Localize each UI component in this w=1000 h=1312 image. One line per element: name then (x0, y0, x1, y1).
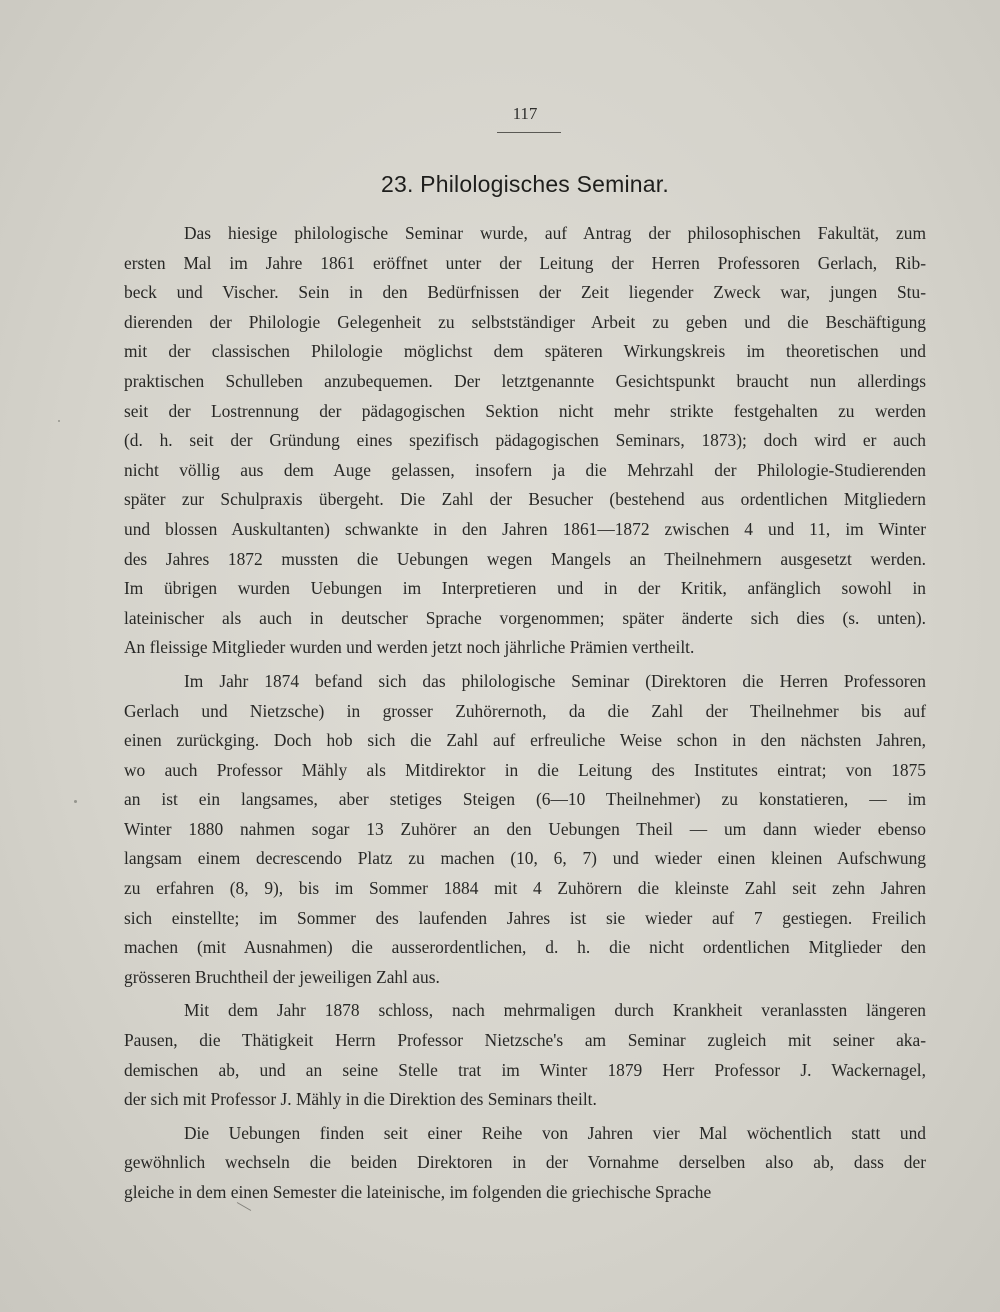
paper-speck (58, 420, 60, 422)
text-line: einen zurückging. Doch hob sich die Zahl auf erfreuliche Weise schon in den nächsten Jahren, (124, 730, 926, 751)
paragraph (124, 219, 926, 663)
text-line: Im übrigen wurden Uebungen im Interpretieren und in der Kritik, anfänglich sowohl in (124, 578, 926, 599)
body-text (124, 219, 926, 1208)
text-line: nicht völlig aus dem Auge gelassen, insofern ja die Mehrzahl der Philologie-Studierenden (124, 459, 926, 480)
paragraph (124, 667, 926, 993)
text-line: beck und Vischer. Sein in den Bedürfnissen der Zeit liegender Zweck war, jungen Stu- (124, 282, 926, 303)
paragraph (124, 1119, 926, 1208)
text-line: dierenden der Philologie Gelegenheit zu selbstständiger Arbeit zu geben und die Beschäftigung (124, 311, 926, 332)
text-line: ersten Mal im Jahre 1861 eröffnet unter der Leitung der Herren Professoren Gerlach, Rib- (124, 252, 926, 273)
text-line: Das hiesige philologische Seminar wurde, auf Antrag der philosophischen Fakultät, zum (184, 223, 926, 243)
text-line: der sich mit Professor J. Mähly in die Direktion des Seminars theilt. (124, 1089, 597, 1110)
page-number: 117 (512, 104, 538, 123)
text-line: später zur Schulpraxis übergeht. Die Zahl der Besucher (bestehend aus ordentlichen Mitgliedern (124, 489, 926, 510)
text-line: Mit dem Jahr 1878 schloss, nach mehrmaligen durch Krankheit veranlassten längeren (184, 1000, 926, 1021)
section-title: 23. Philologisches Seminar. (381, 171, 669, 197)
text-line: lateinischer als auch in deutscher Sprache vorgenommen; später änderte sich dies (s. unten). (124, 607, 926, 628)
text-line: mit der classischen Philologie möglichst dem späteren Wirkungskreis im theoretischen und (124, 341, 926, 362)
page-number-rule (497, 132, 561, 133)
text-line: Die Uebungen finden seit einer Reihe von Jahren vier Mal wöchentlich statt und (184, 1122, 926, 1143)
text-line: Gerlach und Nietzsche) in grosser Zuhörernoth, da die Zahl der Theilnehmer bis auf (124, 700, 926, 721)
paper-speck (74, 800, 77, 803)
paragraph (124, 996, 926, 1114)
text-line: Im Jahr 1874 befand sich das philologische Seminar (Direktoren die Herren Professoren (184, 670, 926, 691)
text-line: langsam einem decrescendo Platz zu machen (10, 6, 7) und wieder einen kleinen Aufschwung (124, 848, 926, 869)
text-line: zu erfahren (8, 9), bis im Sommer 1884 mit 4 Zuhörern die kleinste Zahl seit zehn Jahren (124, 878, 926, 899)
text-line: wo auch Professor Mähly als Mitdirektor in die Leitung des Institutes eintrat; von 1875 (124, 759, 926, 780)
text-line: an ist ein langsames, aber stetiges Steigen (6—10 Theilnehmer) zu konstatieren, — im (124, 789, 926, 810)
text-line: Winter 1880 nahmen sogar 13 Zuhörer an den Uebungen Theil — um dann wieder ebenso (124, 818, 926, 839)
text-line: und blossen Auskultanten) schwankte in den Jahren 1861—1872 zwischen 4 und 11, im Winter (124, 518, 926, 539)
text-line: machen (mit Ausnahmen) die ausserordentlichen, d. h. die nicht ordentlichen Mitglieder den (124, 937, 926, 958)
text-line: Pausen, die Thätigkeit Herrn Professor Nietzsche's am Seminar zugleich mit seiner aka- (124, 1030, 926, 1051)
text-line: demischen ab, und an seine Stelle trat im Winter 1879 Herr Professor J. Wackernagel, (124, 1059, 926, 1080)
text-line: seit der Lostrennung der pädagogischen Sektion nicht mehr strikte festgehalten zu werden (124, 400, 926, 421)
text-line: praktischen Schulleben anzubequemen. Der letztgenannte Gesichtspunkt braucht nun allerdings (124, 370, 926, 391)
text-line: des Jahres 1872 mussten die Uebungen wegen Mangels an Theilnehmern ausgesetzt werden. (124, 548, 926, 569)
text-line: gewöhnlich wechseln die beiden Direktoren in der Vornahme derselben also ab, dass der (124, 1152, 926, 1173)
text-line: An fleissige Mitglieder wurden und werden jetzt noch jährliche Prämien vertheilt. (124, 637, 695, 658)
text-line: sich einstellte; im Sommer des laufenden Jahres ist sie wieder auf 7 gestiegen. Freilich (124, 907, 926, 928)
text-line: grösseren Bruchtheil der jeweiligen Zahl aus. (124, 966, 440, 987)
text-line: gleiche in dem einen Semester die lateinische, im folgenden die griechische Sprache (124, 1182, 712, 1202)
text-line: (d. h. seit der Gründung eines spezifisch pädagogischen Seminars, 1873); doch wird er auch (124, 430, 926, 451)
